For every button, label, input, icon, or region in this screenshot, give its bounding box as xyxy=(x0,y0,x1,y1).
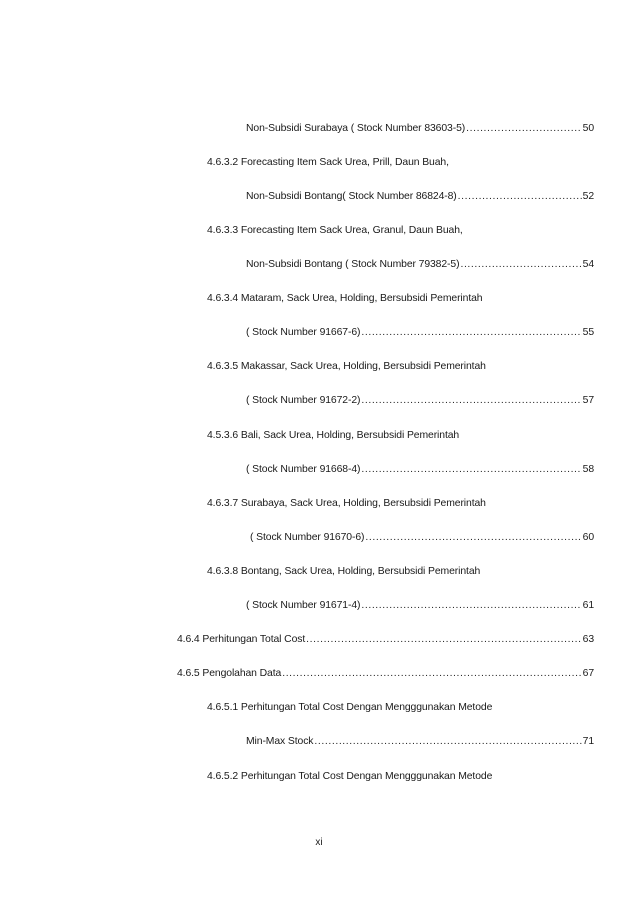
toc-entry-text: 4.6.5.2 Perhitungan Total Cost Dengan Mengggunakan Metode xyxy=(207,771,493,782)
toc-entry xyxy=(177,633,594,647)
toc-entry xyxy=(246,122,594,136)
toc-entry xyxy=(177,667,594,681)
toc-entry-text: ( Stock Number 91672-2) xyxy=(246,395,361,406)
toc-heading xyxy=(207,224,463,238)
toc-entry-text: 4.6.3.4 Mataram, Sack Urea, Holding, Bersubsidi Pemerintah xyxy=(207,293,483,304)
toc-leader-dots xyxy=(361,394,581,408)
toc-page-number: 60 xyxy=(582,532,594,543)
toc-page-number: 52 xyxy=(582,191,594,202)
page-number-footer: xi xyxy=(315,837,323,848)
toc-heading xyxy=(207,156,449,170)
toc-page-number: 50 xyxy=(582,123,594,134)
toc-entry-text: ( Stock Number 91670-6) xyxy=(250,532,365,543)
toc-leader-dots xyxy=(361,599,581,613)
toc-heading xyxy=(207,292,482,306)
toc-entry-text: ( Stock Number 91668-4) xyxy=(246,464,361,475)
toc-leader-dots xyxy=(466,122,582,136)
toc-heading xyxy=(207,770,492,784)
toc-entry xyxy=(250,531,594,545)
toc-page-number: 61 xyxy=(582,600,594,611)
toc-entry-text: 4.5.3.6 Bali, Sack Urea, Holding, Bersubsidi Pemerintah xyxy=(207,430,460,441)
toc-entry-text: 4.6.3.5 Makassar, Sack Urea, Holding, Bersubsidi Pemerintah xyxy=(207,361,486,372)
toc-page-number: 67 xyxy=(582,668,594,679)
toc-leader-dots xyxy=(282,667,581,681)
toc-entry xyxy=(246,735,594,749)
toc-page-number: 54 xyxy=(582,259,594,270)
toc-entry-text: Non-Subsidi Surabaya ( Stock Number 83603-5) xyxy=(246,123,466,134)
toc-entry xyxy=(246,463,594,477)
toc-entry-text: 4.6.3.8 Bontang, Sack Urea, Holding, Bersubsidi Pemerintah xyxy=(207,566,481,577)
toc-page-number: 71 xyxy=(582,736,594,747)
toc-leader-dots xyxy=(365,531,581,545)
toc-page-number: 58 xyxy=(582,464,594,475)
toc-entry xyxy=(246,326,594,340)
toc-entry xyxy=(246,599,594,613)
toc-leader-dots xyxy=(314,735,581,749)
toc-page-number: 55 xyxy=(582,327,594,338)
toc-leader-dots xyxy=(361,326,581,340)
toc-entry xyxy=(246,190,594,204)
toc-entry xyxy=(246,258,594,272)
toc-entry xyxy=(246,394,594,408)
toc-page-number: 63 xyxy=(582,634,594,645)
toc-entry-text: 4.6.3.2 Forecasting Item Sack Urea, Prill, Daun Buah, xyxy=(207,157,449,168)
toc-entry-text: 4.6.5.1 Perhitungan Total Cost Dengan Mengggunakan Metode xyxy=(207,702,493,713)
toc-heading xyxy=(207,497,486,511)
toc-page-number: 57 xyxy=(582,395,594,406)
toc-entry-text: ( Stock Number 91667-6) xyxy=(246,327,361,338)
toc-heading xyxy=(207,429,459,443)
toc-heading xyxy=(207,360,486,374)
toc-leader-dots xyxy=(306,633,582,647)
toc-heading xyxy=(207,565,480,579)
toc-entry-text: ( Stock Number 91671-4) xyxy=(246,600,361,611)
toc-entry-text: 4.6.5 Pengolahan Data xyxy=(177,668,282,679)
toc-entry-text: Non-Subsidi Bontang( Stock Number 86824-8) xyxy=(246,191,457,202)
toc-entry-text: 4.6.4 Perhitungan Total Cost xyxy=(177,634,306,645)
toc-leader-dots xyxy=(460,258,581,272)
toc-leader-dots xyxy=(458,190,582,204)
toc-entry-text: 4.6.3.3 Forecasting Item Sack Urea, Granul, Daun Buah, xyxy=(207,225,463,236)
toc-entry-text: Non-Subsidi Bontang ( Stock Number 79382-5) xyxy=(246,259,460,270)
toc-entry-text: 4.6.3.7 Surabaya, Sack Urea, Holding, Bersubsidi Pemerintah xyxy=(207,498,486,509)
toc-heading xyxy=(207,701,492,715)
toc-entry-text: Min-Max Stock xyxy=(246,736,314,747)
toc-leader-dots xyxy=(361,463,581,477)
